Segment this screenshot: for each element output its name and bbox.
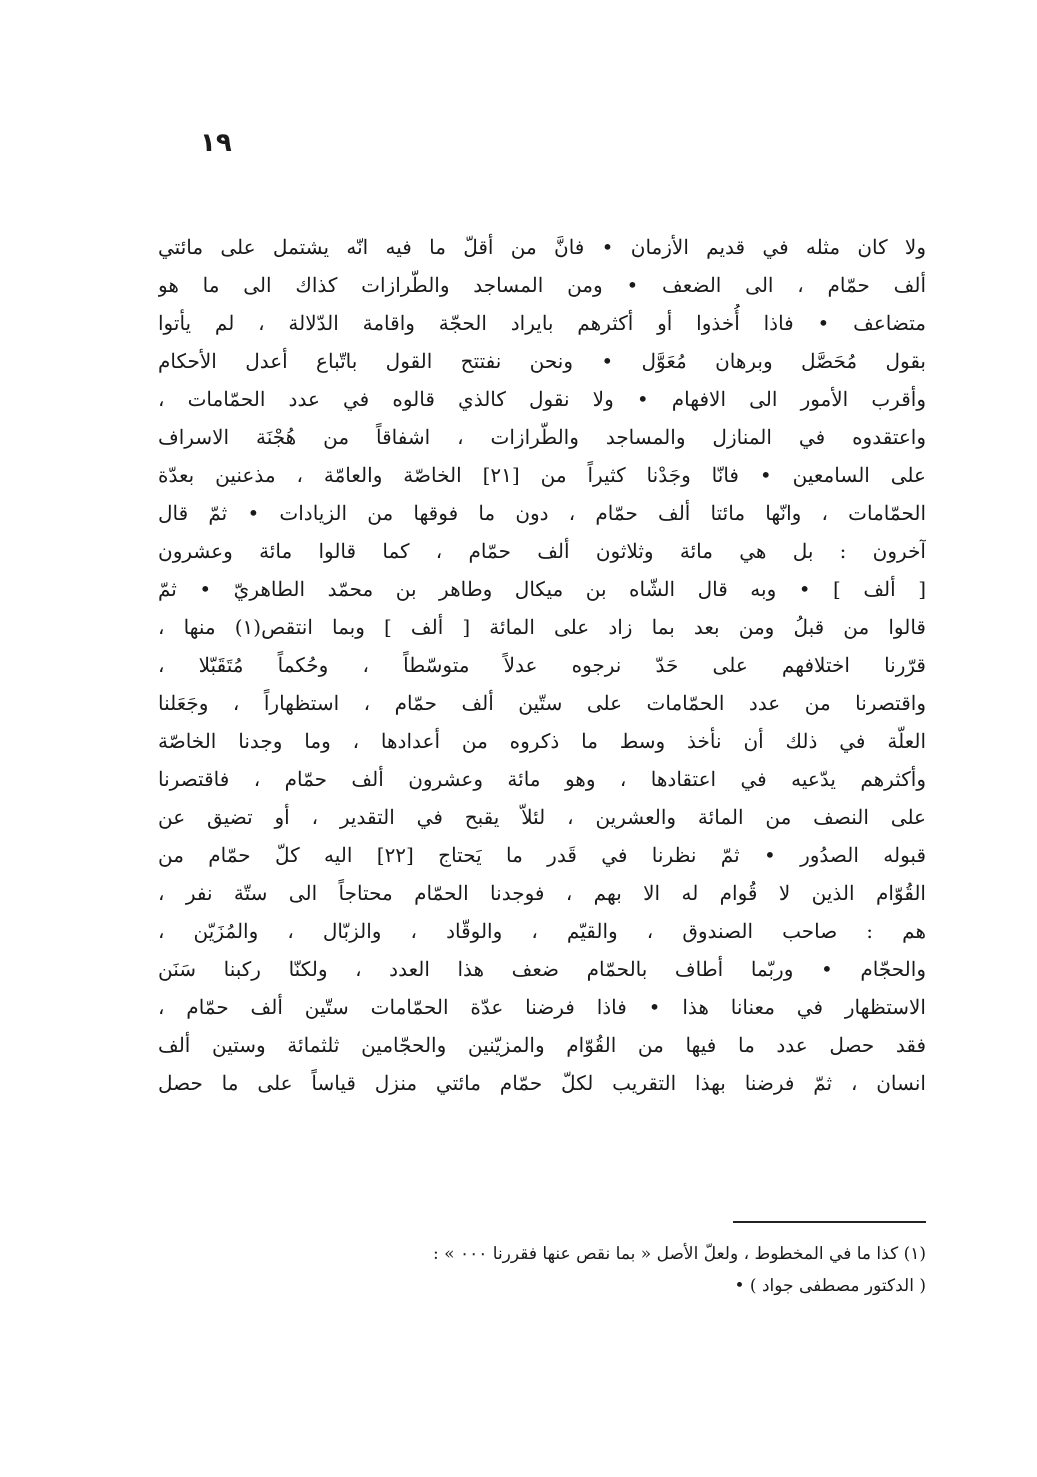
text-line: والحجّام • وربّما أطاف بالحمّام ضعف هذا العدد ، ولكنّا ركبنا سَنَن [158,957,926,981]
text-line: متضاعف • فاذا أُخذوا أو أكثرهم بايراد الحجّة واقامة الدّلالة ، لم يأتوا [158,311,926,335]
text-line: انسان ، ثمّ فرضنا بهذا التقريب لكلّ حمّام مائتي منزل قياساً على ما حصل [158,1071,926,1095]
text-line: هم : صاحب الصندوق ، والقيّم ، والوقّاد ، والزبّال ، والمُزَيّن ، [158,919,926,943]
footnote [158,1238,926,1302]
body-text [158,228,926,1102]
text-line: وأقرب الأمور الى الافهام • ولا نقول كالذي قالوه في عدد الحمّامات ، [158,387,926,411]
text-line: وأكثرهم يدّعيه في اعتقادها ، وهو مائة وعشرون ألف حمّام ، فاقتصرنا [158,767,926,791]
text-line: [ ألف ] • وبه قال الشّاه بن ميكال وطاهر بن محمّد الطاهريّ • ثمّ [158,577,926,601]
text-line: على السامعين • فانّا وجَدْنا كثيراً من [٢١] الخاصّة والعامّة ، مذعنين بعدّة [158,463,926,487]
text-line: واعتقدوه في المنازل والمساجد والطّرازات ، اشفاقاً من هُجْنَة الاسراف [158,425,926,449]
text-line: العلّة في ذلك أن نأخذ وسط ما ذكروه من أعدادها ، وما وجدنا الخاصّة [158,729,926,753]
text-line: القُوّام الذين لا قُوام له الا بهم ، فوجدنا الحمّام محتاجاً الى ستّة نفر ، [158,881,926,905]
footnote-line: ( الدكتور مصطفى جواد ) • [734,1276,926,1296]
text-line: فقد حصل عدد ما فيها من القُوّام والمزيّنين والحجّامين ثلثمائة وستين ألف [158,1033,926,1057]
text-line: الاستظهار في معنانا هذا • فاذا فرضنا عدّة الحمّامات ستّين ألف حمّام ، [158,995,926,1019]
text-line: الحمّامات ، وانّها مائتا ألف حمّام ، دون ما فوقها من الزيادات • ثمّ قال [158,501,926,525]
text-line: واقتصرنا من عدد الحمّامات على ستّين ألف حمّام ، استظهاراً ، وجَعَلنا [158,691,926,715]
text-line: قالوا من قبلُ ومن بعد بما زاد على المائة [ ألف ] وبما انتقص(١) منها ، [158,615,926,639]
text-line: على النصف من المائة والعشرين ، لئلاّ يقبح في التقدير ، أو تضيق عن [158,805,926,829]
text-line: ألف حمّام ، الى الضعف • ومن المساجد والطّرازات كذاك الى ما هو [158,273,926,297]
footnote-divider [733,1221,926,1223]
text-line: آخرون : بل هي مائة وثلاثون ألف حمّام ، كما قالوا مائة وعشرون [158,539,926,563]
text-line: ولا كان مثله في قديم الأزمان • فانَّ من أقلّ ما فيه انّه يشتمل على مائتي [158,235,926,259]
page-number: ١٩ [200,128,232,158]
text-line: بقول مُحَصَّل وبرهان مُعَوَّل • ونحن نفتتح القول باتّباع أعدل الأحكام [158,349,926,373]
text-line: قرّرنا اختلافهم على حَدّ نرجوه عدلاً متوسّطاً ، وحُكماً مُتَقَبّلا ، [158,653,926,677]
text-line: قبوله الصدُور • ثمّ نظرنا في قَدر ما يَحتاج [٢٢] اليه كلّ حمّام من [158,843,926,867]
footnote-line: (١) كذا ما في المخطوط ، ولعلّ الأصل « بما نقص عنها فقررنا ٠٠٠ » : [433,1244,926,1264]
